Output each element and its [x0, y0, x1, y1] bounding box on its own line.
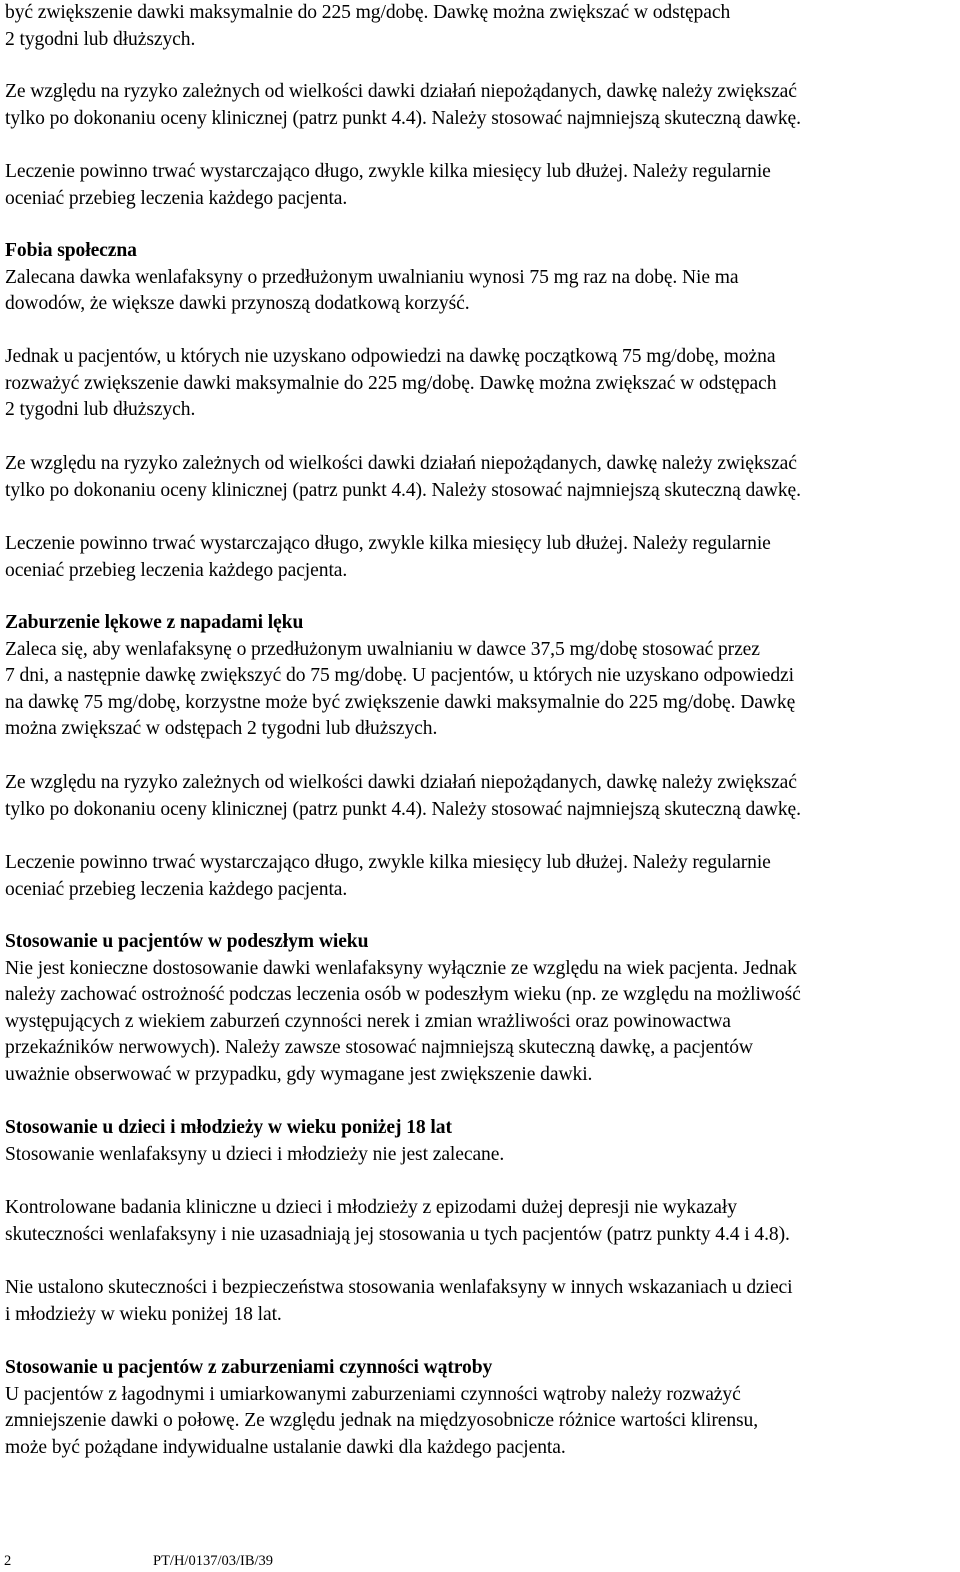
text-line: tylko po dokonaniu oceny klinicznej (patrz punkt 4.4). Należy stosować najmniejszą skuteczną dawkę. [5, 479, 801, 501]
text-line: Jednak u pacjentów, u których nie uzyskano odpowiedzi na dawkę początkową 75 mg/dobę, można [5, 346, 776, 367]
section [5, 610, 958, 743]
text-line: może być pożądane indywidualne ustalanie dawki dla każdego pacjenta. [5, 1436, 566, 1458]
section-heading: Stosowanie u pacjentów w podeszłym wieku [5, 931, 369, 952]
text-line: 2 tygodni lub dłuższych. [5, 28, 196, 50]
paragraph [5, 344, 958, 424]
paragraph [5, 531, 958, 584]
paragraph [5, 159, 958, 212]
text-line: Ze względu na ryzyko zależnych od wielkości dawki działań niepożądanych, dawkę należy zwiększać [5, 772, 797, 793]
text-line: Ze względu na ryzyko zależnych od wielkości dawki działań niepożądanych, dawkę należy zwiększać [5, 81, 797, 102]
paragraph [5, 770, 958, 823]
text-line: Ze względu na ryzyko zależnych od wielkości dawki działań niepożądanych, dawkę należy zwiększać [5, 453, 797, 474]
text-line: należy zachować ostrożność podczas leczenia osób w podeszłym wieku (np. ze względu na możliwość [5, 984, 801, 1006]
section [5, 238, 958, 318]
text-line: tylko po dokonaniu oceny klinicznej (patrz punkt 4.4). Należy stosować najmniejszą skuteczną dawkę. [5, 798, 801, 820]
text-line: Leczenie powinno trwać wystarczająco długo, zwykle kilka miesięcy lub dłużej. Należy regularnie [5, 852, 771, 873]
text-line: Leczenie powinno trwać wystarczająco długo, zwykle kilka miesięcy lub dłużej. Należy regularnie [5, 161, 771, 182]
section [5, 929, 958, 1089]
paragraph [5, 1275, 958, 1328]
text-line: U pacjentów z łagodnymi i umiarkowanymi zaburzeniami czynności wątroby należy rozważyć [5, 1383, 741, 1405]
text-line: Zaleca się, aby wenlafaksynę o przedłużonym uwalnianiu w dawce 37,5 mg/dobę stosować przez [5, 638, 760, 660]
text-line: skuteczności wenlafaksyny i nie uzasadniają jej stosowania u tych pacjentów (patrz punkty 4.4 i 4.8). [5, 1223, 790, 1245]
section [5, 1355, 958, 1461]
paragraph [5, 79, 958, 132]
section-heading: Fobia społeczna [5, 240, 137, 261]
paragraph [5, 1195, 958, 1248]
text-line: i młodzieży w wieku poniżej 18 lat. [5, 1303, 282, 1325]
text-line: dowodów, że większe dawki przynoszą dodatkową korzyść. [5, 293, 470, 315]
section-heading: Stosowanie u pacjentów z zaburzeniami czynności wątroby [5, 1357, 493, 1378]
text-line: 2 tygodni lub dłuższych. [5, 399, 196, 421]
section-heading: Zaburzenie lękowe z napadami lęku [5, 612, 304, 633]
text-line: tylko po dokonaniu oceny klinicznej (patrz punkt 4.4). Należy stosować najmniejszą skuteczną dawkę. [5, 107, 801, 129]
text-line: Nie ustalono skuteczności i bezpieczeństwa stosowania wenlafaksyny w innych wskazaniach u dzieci [5, 1277, 793, 1298]
text-line: Leczenie powinno trwać wystarczająco długo, zwykle kilka miesięcy lub dłużej. Należy regularnie [5, 533, 771, 554]
paragraph [5, 850, 958, 903]
document-code: PT/H/0137/03/IB/39 [153, 1553, 274, 1569]
text-line: przekaźników nerwowych). Należy zawsze stosować najmniejszą skuteczną dawkę, a pacjentów [5, 1037, 753, 1059]
text-line: można zwiększać w odstępach 2 tygodni lub dłuższych. [5, 718, 438, 740]
text-line: oceniać przebieg leczenia każdego pacjenta. [5, 559, 348, 581]
text-line: uważnie obserwować w przypadku, gdy wymagane jest zwiększenie dawki. [5, 1063, 593, 1085]
text-line: Stosowanie wenlafaksyny u dzieci i młodzieży nie jest zalecane. [5, 1143, 505, 1165]
text-line: Kontrolowane badania kliniczne u dzieci i młodzieży z epizodami dużej depresji nie wykazały [5, 1197, 737, 1218]
paragraph [5, 451, 958, 504]
text-line: być zwiększenie dawki maksymalnie do 225 mg/dobę. Dawkę można zwiększać w odstępach [5, 2, 731, 23]
paragraph [5, 0, 958, 53]
text-line: 7 dni, a następnie dawkę zwiększyć do 75 mg/dobę. U pacjentów, u których nie uzyskano odpowiedzi [5, 665, 794, 687]
section [5, 1115, 958, 1168]
text-line: oceniać przebieg leczenia każdego pacjenta. [5, 878, 348, 900]
text-line: występujących z wiekiem zaburzeń czynności nerek i zmian wrażliwości oraz powinowactwa [5, 1010, 731, 1032]
text-line: rozważyć zwiększenie dawki maksymalnie do 225 mg/dobę. Dawkę można zwiększać w odstępach [5, 372, 777, 394]
text-line: oceniać przebieg leczenia każdego pacjenta. [5, 187, 348, 209]
text-line: zmniejszenie dawki o połowę. Ze względu jednak na międzyosobnicze różnice wartości klirensu, [5, 1410, 759, 1432]
text-line: na dawkę 75 mg/dobę, korzystne może być zwiększenie dawki maksymalnie do 225 mg/dobę. Dawkę [5, 691, 796, 713]
section-heading: Stosowanie u dzieci i młodzieży w wieku poniżej 18 lat [5, 1117, 452, 1138]
page-number: 2 [4, 1553, 12, 1569]
text-line: Nie jest konieczne dostosowanie dawki wenlafaksyny wyłącznie ze względu na wiek pacjenta. Jednak [5, 957, 797, 979]
text-line: Zalecana dawka wenlafaksyny o przedłużonym uwalnianiu wynosi 75 mg raz na dobę. Nie ma [5, 266, 739, 288]
